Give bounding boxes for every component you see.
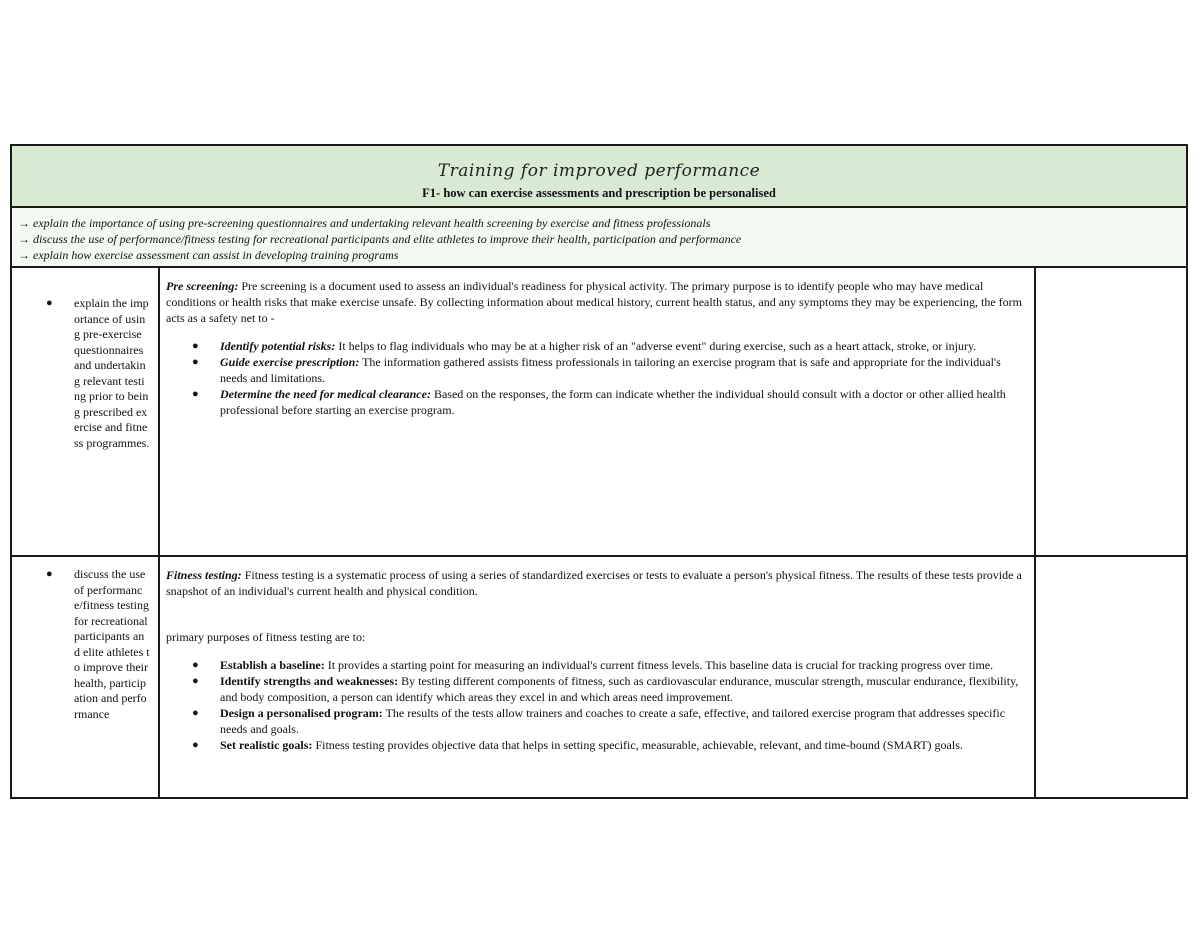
list-item-text: By testing different components of fitness, such as cardiovascular endurance, muscular strength, muscular endurance, flexibility, and body composition, a person can identify which areas they excel in and which areas need improvement. [220, 674, 1019, 704]
row-1-notes-cell [1035, 267, 1187, 556]
list-item-text: It provides a starting point for measuring an individual's current fitness levels. This baseline data is crucial for tracking progress over time. [324, 658, 994, 672]
row-1-content-cell [159, 267, 1035, 556]
row-2-content-cell [159, 556, 1035, 798]
bullet-icon: ● [192, 675, 199, 687]
list-item [192, 673, 1026, 705]
row-1-intro [166, 278, 1026, 326]
list-item-text: Based on the responses, the form can indicate whether the individual should consult with a doctor or other allied health professional before starting an exercise program. [220, 387, 1006, 417]
row-2-intro [166, 567, 1026, 599]
list-item-label: Determine the need for medical clearance: [220, 387, 431, 401]
list-item-text: The results of the tests allow trainers and coaches to create a safe, effective, and tailored exercise program that addresses specific needs and goals. [220, 706, 1006, 736]
list-item-label: Set realistic goals: [220, 738, 313, 752]
list-item [192, 737, 1026, 753]
objective-item: → explain how exercise assessment can assist in developing training programs [18, 248, 399, 262]
row-1-objective-text: explain the importance of using pre-exercise questionnaires and undertaking relevant testing prior to being prescribed exercise and fitness programmes. [74, 296, 150, 450]
row-2-notes-cell [1035, 556, 1187, 798]
lesson-table [10, 144, 1188, 799]
header-cell [11, 145, 1187, 207]
list-item-label: Design a personalised program: [220, 706, 383, 720]
row-2-list [166, 657, 1026, 753]
list-item-text: It helps to flag individuals who may be at a higher risk of an "adverse event" during exercise, such as a heart attack, stroke, or injury. [335, 339, 977, 353]
row-1-objective-cell [11, 267, 159, 556]
bullet-icon: ● [192, 356, 199, 368]
page-subtitle: F1- how can exercise assessments and prescription be personalised [422, 186, 776, 200]
list-item-label: Establish a baseline: [220, 658, 325, 672]
list-item-text: Fitness testing provides objective data that helps in setting specific, measurable, achievable, relevant, and time-bound (SMART) goals. [312, 738, 963, 752]
row-2-lead: primary purposes of fitness testing are to: [166, 630, 366, 644]
list-item-text: The information gathered assists fitness professionals in tailoring an exercise program that is safe and appropriate for the individual's needs and limitations. [220, 355, 1001, 385]
list-item [192, 338, 1026, 354]
bullet-icon: ● [192, 739, 199, 751]
row-2-objective-text: discuss the use of performance/fitness testing for recreational participants and elite athletes to improve their health, participation and performance [74, 567, 150, 721]
row-2-term: Fitness testing: [166, 568, 242, 582]
bullet-icon: ● [46, 297, 53, 309]
list-item [192, 386, 1026, 418]
row-1-intro-text: Pre screening is a document used to assess an individual's readiness for physical activity. The primary purpose is to identify people who may have medical conditions or health risks that make exercise unsafe. By collecting information about medical history, current health status, and any symptoms they may be experiencing, the form acts as a safety net to - [166, 279, 1022, 325]
row-1-list [166, 338, 1026, 418]
bullet-icon: ● [192, 707, 199, 719]
list-item-label: Identify strengths and weaknesses: [220, 674, 399, 688]
document-table-wrapper [10, 144, 1186, 799]
list-item [192, 657, 1026, 673]
row-2-intro-text: Fitness testing is a systematic process of using a series of standardized exercises or tests to evaluate a person's physical fitness. The results of these tests provide a snapshot of an individual's current health and physical condition. [166, 568, 1022, 598]
page-title: Training for improved performance [437, 161, 761, 181]
bullet-icon: ● [192, 340, 199, 352]
row-1-term: Pre screening: [166, 279, 239, 293]
bullet-icon: ● [192, 388, 199, 400]
list-item [192, 354, 1026, 386]
row-2-objective-cell [11, 556, 159, 798]
list-item-label: Identify potential risks: [220, 339, 336, 353]
objectives-cell [11, 207, 1187, 267]
objective-item: → discuss the use of performance/fitness testing for recreational participants and elite athletes to improve their health, participation and performance [18, 232, 742, 246]
objective-item: → explain the importance of using pre-screening questionnaires and undertaking relevant health screening by exercise and fitness professionals [18, 216, 711, 230]
list-item-label: Guide exercise prescription: [220, 355, 360, 369]
list-item [192, 705, 1026, 737]
bullet-icon: ● [192, 659, 199, 671]
bullet-icon: ● [46, 568, 53, 580]
